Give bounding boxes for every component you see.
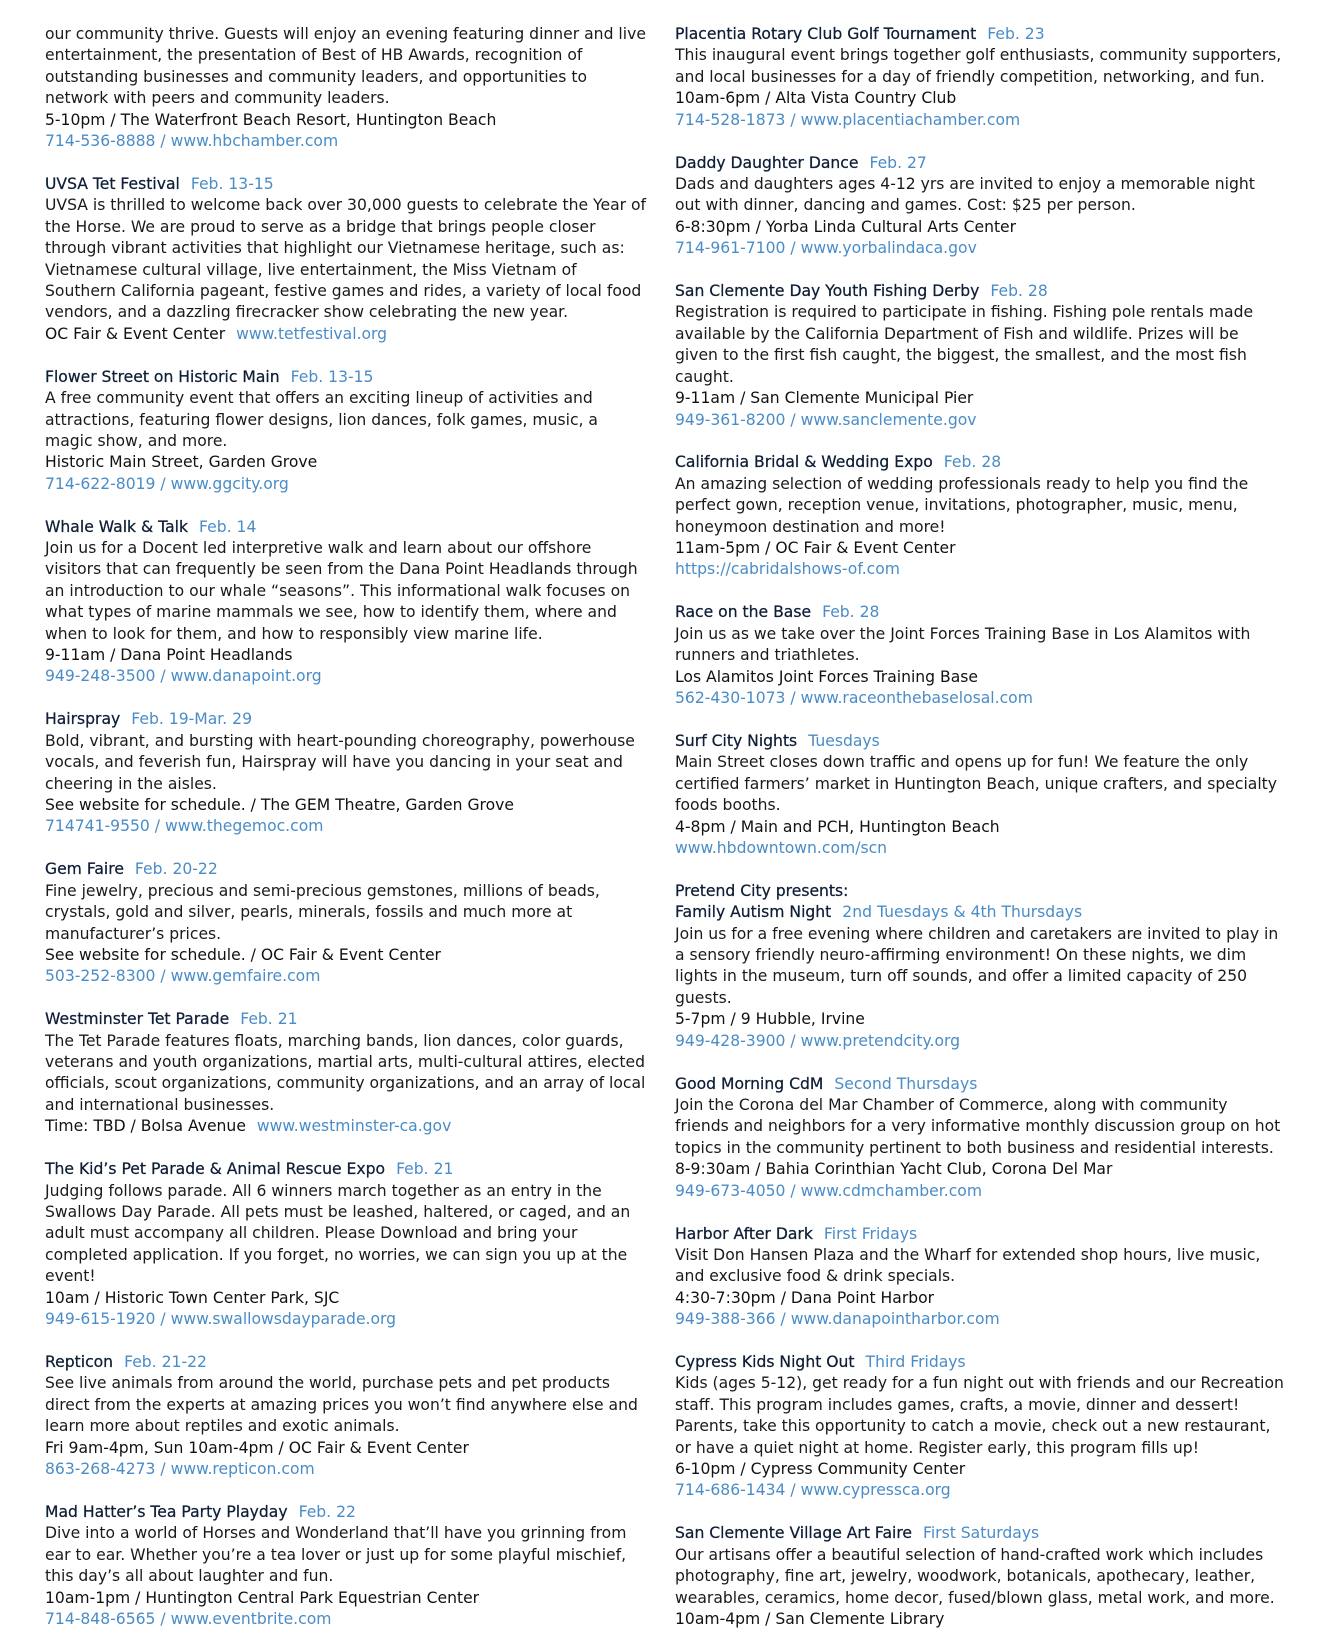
event-description: Judging follows parade. All 6 winners march together as an entry in the Swallows Day Parade. All pets must be leashed, haltered, or caged, and an adult must accompany all children. Please Download and bring your completed application. If you forget, no worries, we can sign you up at the event!: [45, 1181, 631, 1286]
event-description: our community thrive. Guests will enjoy an evening featuring dinner and live entertainment, the presentation of Best of HB Awards, recognition of outstanding businesses and community leaders, and opportunities to network with peers and community leaders.: [45, 25, 646, 108]
event-title: Good Morning CdM: [675, 1074, 824, 1093]
event-date: Third Fridays: [865, 1353, 966, 1372]
event-details: 6-8:30pm / Yorba Linda Cultural Arts Center: [675, 217, 1017, 236]
event-contact-link[interactable]: 863-268-4273 / www.repticon.com: [45, 1459, 315, 1478]
event-title: San Clemente Day Youth Fishing Derby: [675, 282, 980, 301]
event-title: California Bridal & Wedding Expo: [675, 453, 933, 472]
event-description: The Tet Parade features floats, marching bands, lion dances, color guards, veterans and youth organizations, martial arts, multi-cultural attires, elected officials, scout organizations, community organizations, and an array of local and international businesses.: [45, 1031, 646, 1114]
event-details: 6-10pm / Cypress Community Center: [675, 1460, 966, 1479]
event-contact-link[interactable]: 949-673-4050 / www.cdmchamber.com: [675, 1181, 983, 1200]
event-date: First Saturdays: [923, 1524, 1040, 1543]
event-details: 10am-6pm / Alta Vista Country Club: [675, 89, 957, 108]
event-description: This inaugural event brings together golf enthusiasts, community supporters, and local businesses for a day of friendly competition, networking, and fun.: [675, 46, 1282, 86]
event-westminster-tet-parade: [45, 1009, 650, 1137]
event-title: Family Autism Night: [675, 903, 832, 922]
event-details: 8-9:30am / Bahia Corinthian Yacht Club, Corona Del Mar: [675, 1160, 1113, 1179]
event-date: Feb. 28: [990, 282, 1048, 301]
event-presenter: Pretend City presents:: [675, 881, 849, 900]
event-details: 9-11am / Dana Point Headlands: [45, 646, 293, 665]
event-title: Harbor After Dark: [675, 1224, 813, 1243]
event-date: Feb. 13-15: [190, 174, 274, 193]
event-details: 10am / Historic Town Center Park, SJC: [45, 1288, 340, 1307]
event-date: Feb. 21: [240, 1010, 298, 1029]
event-description: Registration is required to participate in fishing. Fishing pole rentals made available by the California Department of Fish and wildlife. Prizes will be given to the first fish caught, the biggest, the smallest, and the most fish caught.: [675, 303, 1254, 386]
event-date: Feb. 13-15: [290, 367, 374, 386]
event-description: Join us as we take over the Joint Forces Training Base in Los Alamitos with runners and triathletes.: [675, 624, 1251, 665]
event-contact-link[interactable]: 714-528-1873 / www.placentiachamber.com: [675, 110, 1021, 129]
event-date: Feb. 27: [869, 153, 927, 172]
event-title: Westminster Tet Parade: [45, 1010, 230, 1029]
event-kids-pet-parade: [45, 1159, 650, 1330]
event-description: Dive into a world of Horses and Wonderland that’ll have you grinning from ear to ear. Whether you’re a tea lover or just up for some playful mischief, this day’s all about laughter and fun.: [45, 1524, 627, 1586]
event-placentia-golf: [675, 24, 1285, 131]
event-contact-link[interactable]: 714-536-8888 / www.hbchamber.com: [45, 132, 339, 151]
event-contact-link[interactable]: 714-848-6565 / www.eventbrite.com: [45, 1609, 332, 1628]
event-details: 11am-5pm / OC Fair & Event Center: [675, 539, 956, 558]
event-date: Feb. 19-Mar. 29: [131, 710, 252, 729]
event-contact-link[interactable]: 714741-9550 / www.thegemoc.com: [45, 817, 324, 836]
event-details: Fri 9am-4pm, Sun 10am-4pm / OC Fair & Event Center: [45, 1438, 469, 1457]
event-title: Repticon: [45, 1352, 114, 1371]
event-contact-link[interactable]: www.hbdowntown.com/scn: [675, 838, 888, 857]
event-details: 5-10pm / The Waterfront Beach Resort, Huntington Beach: [45, 110, 497, 129]
event-title: Placentia Rotary Club Golf Tournament: [675, 25, 977, 43]
event-details: 9-11am / San Clemente Municipal Pier: [675, 389, 974, 408]
event-cypress-kids-night-out: [675, 1352, 1285, 1502]
event-race-on-the-base: [675, 602, 1285, 709]
event-daddy-daughter-dance: [675, 153, 1285, 260]
event-title: Daddy Daughter Dance: [675, 153, 859, 172]
event-title: The Kid’s Pet Parade & Animal Rescue Expo: [45, 1160, 386, 1179]
event-title: Surf City Nights: [675, 731, 798, 750]
event-whale-walk: [45, 517, 650, 688]
event-description: A free community event that offers an exciting lineup of activities and attractions, featuring flower designs, lion dances, folk games, music, a magic show, and more.: [45, 389, 598, 450]
event-description: Main Street closes down traffic and opens up for fun! We feature the only certified farmers’ market in Huntington Beach, unique crafters, and specialty foods booths.: [675, 753, 1278, 815]
event-description: UVSA is thrilled to welcome back over 30,000 guests to celebrate the Year of the Horse. We are proud to serve as a bridge that brings people closer through vibrant activities that highlight our Vietnamese heritage, such as: Vietnamese cultural village, live entertainment, the Miss Vietnam of Southern California pageant, festive games and rides, a variety of local food vendors, and a dazzling firecracker show celebrating the new year.: [45, 196, 647, 322]
event-contact-link[interactable]: https://cabridalshows-of.com: [675, 560, 900, 579]
event-harbor-after-dark: [675, 1224, 1285, 1331]
event-contact-link[interactable]: 714-686-1434 / www.cypressca.org: [675, 1481, 951, 1500]
event-description: Join us for a Docent led interpretive walk and learn about our offshore visitors that can frequently be seen from the Dana Point Headlands through an introduction to our whale “seasons”. This informational walk focuses on what types of marine mammals we see, how to identify them, where and when to look for them, and how to responsibly view marine life.: [45, 539, 638, 643]
event-contact-link[interactable]: 714-622-8019 / www.ggcity.org: [45, 474, 289, 493]
event-contact-link[interactable]: 503-252-8300 / www.gemfaire.com: [45, 967, 321, 986]
event-mad-hatters-tea-party: [45, 1502, 650, 1630]
event-title: Gem Faire: [45, 860, 124, 879]
event-surf-city-nights: [675, 731, 1285, 859]
event-date: Tuesdays: [808, 731, 880, 750]
event-date: Second Thursdays: [834, 1074, 978, 1093]
event-contact-link[interactable]: 949-388-366 / www.danapointharbor.com: [675, 1310, 1000, 1329]
event-contact-link[interactable]: 949-361-8200 / www.sanclemente.gov: [675, 410, 977, 429]
event-title: Hairspray: [45, 710, 121, 729]
event-title: UVSA Tet Festival: [45, 174, 180, 193]
event-intro-continued: [45, 24, 650, 152]
event-description: Visit Don Hansen Plaza and the Wharf for extended shop hours, live music, and exclusive food & drink specials.: [675, 1245, 1261, 1286]
event-contact-link[interactable]: www.tetfestival.org: [236, 324, 388, 343]
event-description: Join us for a free evening where children and caretakers are invited to play in a sensory friendly neuro-affirming environment! On these nights, we dim lights in the museum, turn off sounds, and offer a limited capacity of 250 guests.: [675, 924, 1279, 1007]
event-contact-link[interactable]: 562-430-1073 / www.raceonthebaselosal.com: [675, 688, 1033, 707]
event-date: First Fridays: [823, 1224, 918, 1243]
event-description: Kids (ages 5-12), get ready for a fun night out with friends and our Recreation staff. This program includes games, crafts, a movie, dinner and dessert! Parents, take this opportunity to catch a movie, check out a new restaurant, or have a quiet night at home. Register early, this program fills up!: [675, 1374, 1284, 1457]
event-contact-link[interactable]: 949-615-1920 / www.swallowsdayparade.org: [45, 1310, 397, 1329]
event-details: 5-7pm / 9 Hubble, Irvine: [675, 1010, 865, 1029]
event-details: OC Fair & Event Center: [45, 324, 226, 343]
event-gem-faire: [45, 859, 650, 987]
event-date: Feb. 23: [987, 25, 1045, 43]
event-title: Whale Walk & Talk: [45, 517, 189, 536]
event-title: Mad Hatter’s Tea Party Playday: [45, 1502, 288, 1521]
event-date: Feb. 22: [298, 1502, 356, 1521]
event-details: See website for schedule. / The GEM Theatre, Garden Grove: [45, 796, 514, 814]
event-date: Feb. 28: [822, 603, 880, 622]
event-description: Bold, vibrant, and bursting with heart-pounding choreography, powerhouse vocals, and feverish fun, Hairspray will have you dancing in your seat and cheering in the aisles.: [45, 731, 635, 793]
event-details: Los Alamitos Joint Forces Training Base: [675, 667, 979, 686]
event-village-art-faire: [675, 1523, 1285, 1630]
event-description: See live animals from around the world, purchase pets and pet products direct from the experts at amazing prices you won’t find anywhere else and learn more about reptiles and exotic animals.: [45, 1374, 638, 1436]
event-bridal-expo: [675, 452, 1285, 580]
event-date: Feb. 21-22: [124, 1352, 207, 1371]
event-good-morning-cdm: [675, 1074, 1285, 1202]
event-description: Our artisans offer a beautiful selection of hand-crafted work which includes photography, fine art, jewelry, woodwork, botanicals, apothecary, leather, wearables, ceramics, home decor, fused/blown glass, metal work, and more.: [675, 1545, 1275, 1607]
event-title: Race on the Base: [675, 603, 812, 622]
event-details: 4:30-7:30pm / Dana Point Harbor: [675, 1288, 935, 1307]
event-description: Fine jewelry, precious and semi-precious gemstones, millions of beads, crystals, gold and silver, pearls, minerals, fossils and much more at manufacturer’s prices.: [45, 881, 600, 943]
event-details: 10am-4pm / San Clemente Library: [675, 1610, 945, 1628]
event-contact-link[interactable]: www.westminster-ca.gov: [256, 1117, 452, 1136]
event-fishing-derby: [675, 281, 1285, 431]
event-description: Dads and daughters ages 4-12 yrs are invited to enjoy a memorable night out with dinner, dancing and games. Cost: $25 per person.: [675, 174, 1255, 215]
event-details: Historic Main Street, Garden Grove: [45, 453, 318, 472]
event-details: See website for schedule. / OC Fair & Event Center: [45, 945, 441, 964]
event-family-autism-night: [675, 881, 1285, 1052]
event-details: 4-8pm / Main and PCH, Huntington Beach: [675, 817, 1000, 836]
event-contact-link[interactable]: 949-248-3500 / www.danapoint.org: [45, 667, 322, 686]
event-date: Feb. 28: [943, 453, 1002, 472]
event-date: Feb. 21: [396, 1160, 454, 1179]
event-description: Join the Corona del Mar Chamber of Commerce, along with community friends and neighbors for a very informative monthly discussion group on hot topics in the community pertinent to both business and residential interests.: [675, 1095, 1281, 1157]
event-details: 10am-1pm / Huntington Central Park Equestrian Center: [45, 1588, 480, 1607]
right-column: [675, 24, 1285, 1652]
left-column: [45, 24, 650, 1652]
event-description: An amazing selection of wedding professionals ready to help you find the perfect gown, reception venue, invitations, photographer, music, menu, honeymoon destination and more!: [675, 474, 1249, 536]
event-title: Cypress Kids Night Out: [675, 1353, 855, 1372]
event-date: Feb. 14: [199, 517, 257, 536]
event-details: Time: TBD / Bolsa Avenue: [45, 1117, 246, 1136]
event-contact-link[interactable]: 949-428-3900 / www.pretendcity.org: [675, 1031, 961, 1050]
event-hairspray: [45, 709, 650, 837]
event-title: San Clemente Village Art Faire: [675, 1524, 913, 1543]
event-contact-link[interactable]: 714-961-7100 / www.yorbalindaca.gov: [675, 239, 977, 258]
event-uvsa-tet-festival: [45, 174, 650, 345]
event-title: Flower Street on Historic Main: [45, 367, 280, 386]
event-repticon: [45, 1352, 650, 1480]
event-flower-street: [45, 367, 650, 495]
event-date: Feb. 20-22: [134, 860, 218, 879]
event-date: 2nd Tuesdays & 4th Thursdays: [842, 903, 1083, 922]
